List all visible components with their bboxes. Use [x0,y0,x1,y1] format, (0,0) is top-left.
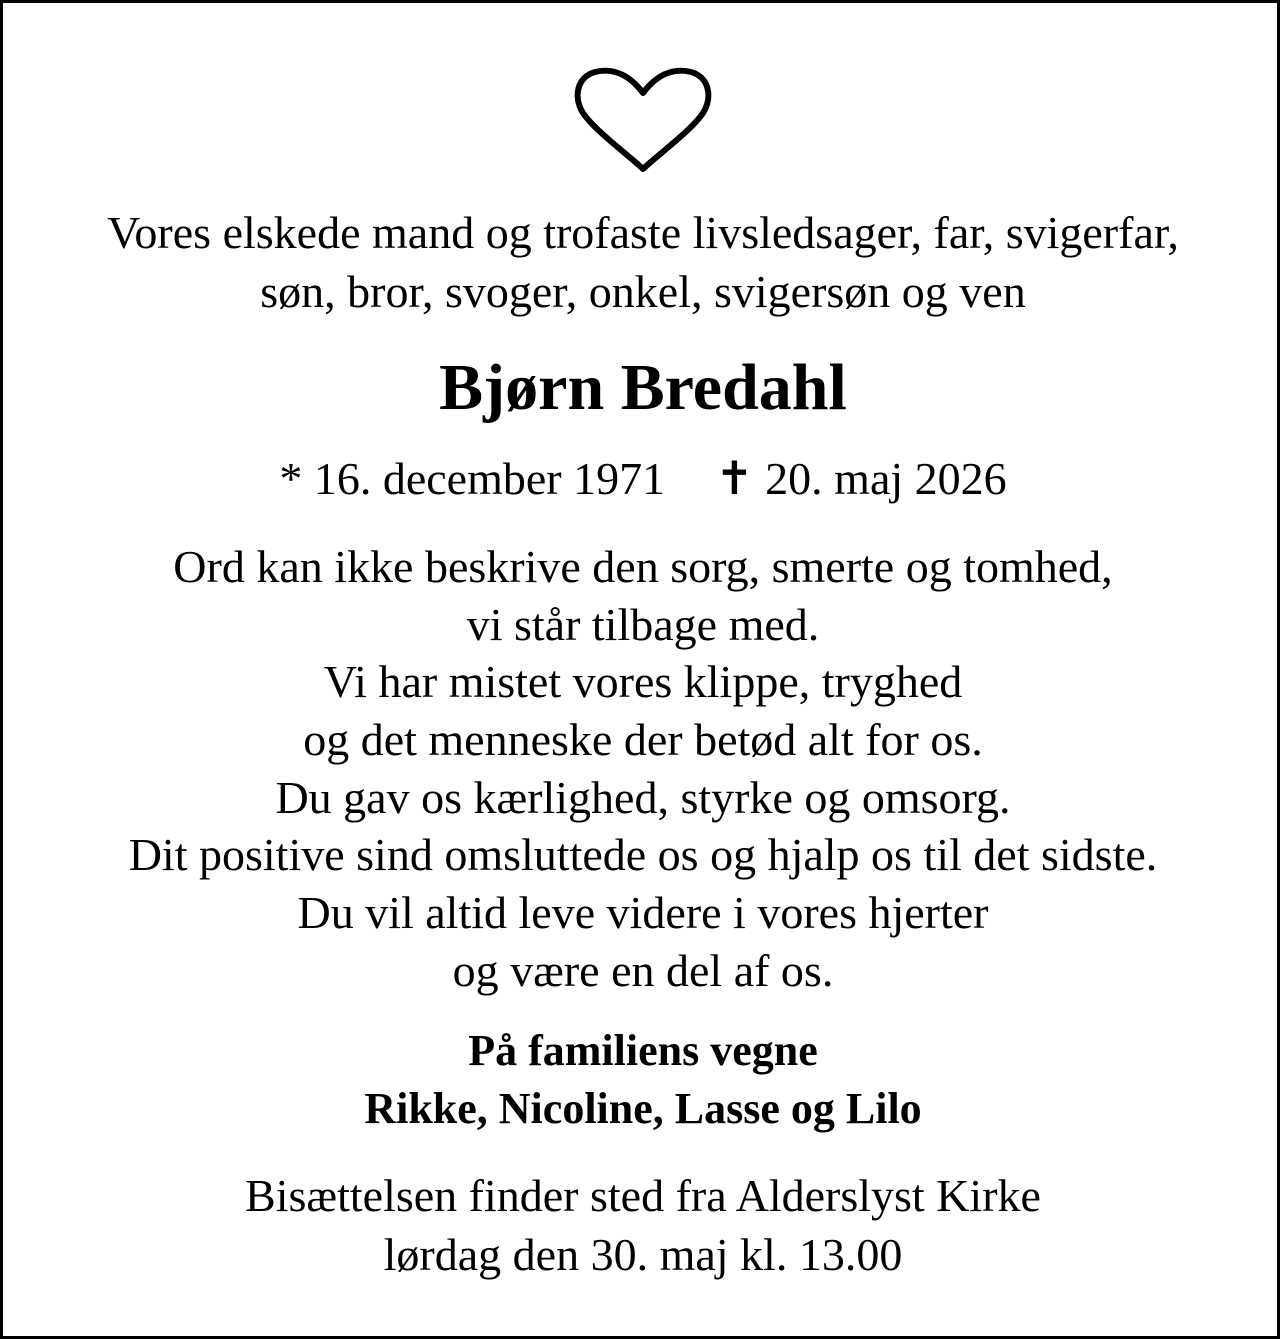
intro-line-1: Vores elskede mand og trofaste livsledsager, far, svigerfar, [107,207,1179,258]
deceased-name: Bjørn Bredahl [439,351,847,424]
intro-line-2: søn, bror, svoger, onkel, svigersøn og ven [260,266,1026,317]
ceremony-location: Bisættelsen finder sted fra Alderslyst Kirke [245,1170,1041,1221]
birth-date: * 16. december 1971 [279,453,666,504]
verse-line: vi står tilbage med. [466,599,820,650]
signature-names: Rikke, Nicoline, Lasse og Lilo [364,1084,922,1133]
ceremony-time: lørdag den 30. maj kl. 13.00 [383,1229,903,1280]
heart-icon [571,65,715,175]
verse-line: Du gav os kærlighed, styrke og omsorg. [275,772,1011,823]
verse-line: Vi har mistet vores klippe, tryghed [323,656,963,707]
verse-line: Ord kan ikke beskrive den sorg, smerte og tomhed, [173,541,1113,592]
verse-line: og være en del af os. [452,945,834,996]
death-date: ✝ 20. maj 2026 [715,453,1007,504]
verse-line: Dit positive sind omsluttede os og hjalp os til det sidste. [128,829,1158,880]
life-dates [3,453,1280,504]
verse-line: Du vil altid leve videre i vores hjerter [297,887,989,938]
verse-line: og det menneske der betød alt for os. [303,714,983,765]
signature-heading: På familiens vegne [468,1026,818,1075]
